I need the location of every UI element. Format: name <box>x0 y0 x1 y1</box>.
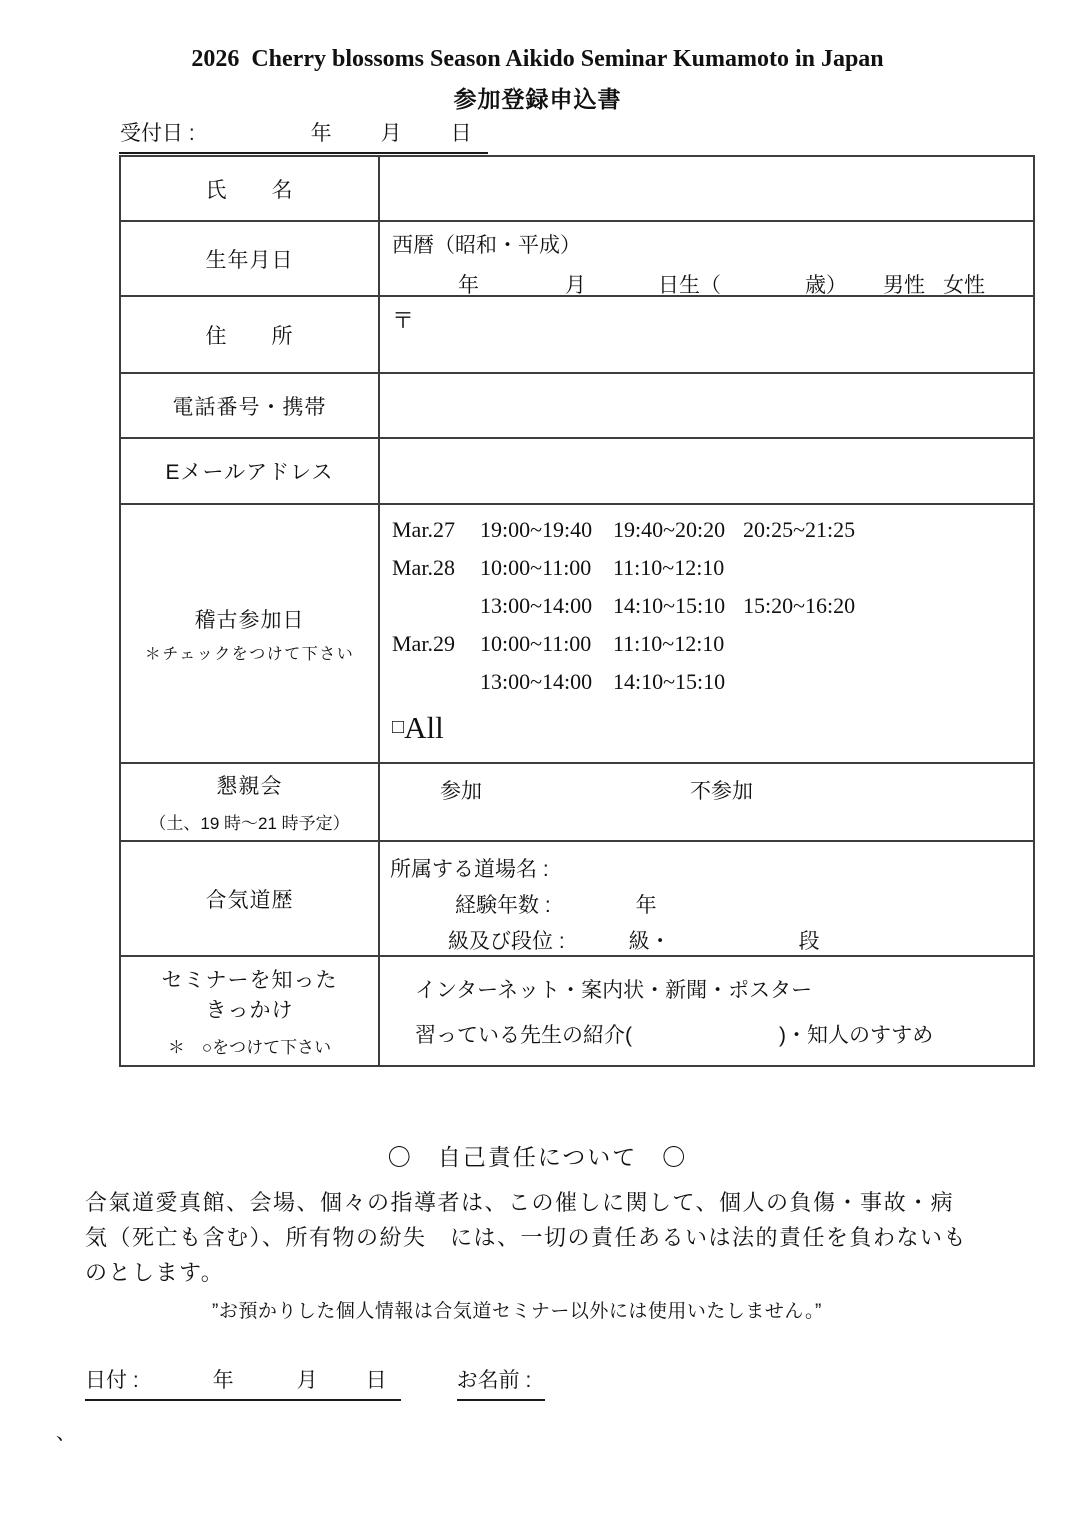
referral-circle-note: ＊ ○をつけて下さい <box>167 1038 332 1057</box>
schedule-row <box>380 587 1033 625</box>
phone-label-cell <box>121 374 380 437</box>
table-row <box>121 220 1033 295</box>
dojo-name-label: 所属する道場名 : <box>390 858 549 881</box>
all-label: All <box>404 710 444 745</box>
reception-date-line <box>119 117 488 154</box>
birth-age-unit: 歳） <box>805 274 847 297</box>
time-slot[interactable]: 20:25~21:25 <box>743 517 856 542</box>
address-label-cell <box>121 297 380 372</box>
schedule-row <box>380 549 1033 587</box>
time-slot[interactable]: 13:00~14:00 <box>480 669 593 694</box>
phone-label: 電話番号・携帯 <box>172 395 327 419</box>
party-time-note: （土、19 時～21 時予定） <box>149 814 350 833</box>
email-label: Eメールアドレス <box>165 461 334 484</box>
form-title: 参加登録申込書 <box>453 86 622 112</box>
time-slot[interactable]: 19:40~20:20 <box>613 517 726 542</box>
signature-name-field[interactable] <box>457 1364 546 1401</box>
kyu-unit: 級・ <box>628 930 671 953</box>
schedule-day: Mar.28 <box>392 555 455 580</box>
table-row <box>121 437 1033 503</box>
table-row <box>121 295 1033 372</box>
name-input-cell[interactable] <box>380 157 1033 220</box>
practice-days-label: 稽古参加日 <box>194 608 305 632</box>
time-slot[interactable]: 10:00~11:00 <box>480 555 592 580</box>
time-slot[interactable]: 10:00~11:00 <box>480 631 592 656</box>
party-join-option[interactable]: 参加 <box>440 780 482 803</box>
reception-day-unit: 日 <box>450 122 472 145</box>
practice-check-note: ＊チェックをつけて下さい <box>144 645 355 663</box>
date-year-unit: 年 <box>212 1369 234 1392</box>
schedule-day: Mar.27 <box>392 517 455 542</box>
date-field[interactable] <box>85 1364 401 1401</box>
referral-label-line1: セミナーを知った <box>161 969 338 992</box>
referral-options-line1[interactable]: インターネット・案内状・新聞・ポスター <box>415 978 813 1002</box>
postal-mark: 〒 <box>392 308 415 333</box>
schedule-day: Mar.29 <box>392 631 455 656</box>
party-label: 懇親会 <box>216 775 283 798</box>
all-checkbox-icon[interactable]: □ <box>392 716 405 738</box>
table-row <box>121 762 1033 840</box>
date-label: 日付 : <box>85 1369 139 1392</box>
time-slot[interactable]: 15:20~16:20 <box>743 593 856 618</box>
birthdate-label: 生年月日 <box>205 248 294 272</box>
privacy-note: ”お預かりした個人情報は合気道セミナー以外には使用いたしません。” <box>212 1301 822 1322</box>
name-label-cell <box>121 157 380 220</box>
table-row <box>121 840 1033 955</box>
table-row <box>121 157 1033 220</box>
disclaimer-line: 合氣道愛真館、会場、個々の指導者は、この催しに関して、個人の負傷・事故・病 <box>85 1190 955 1215</box>
referral-label-line2: きっかけ <box>205 999 294 1022</box>
birth-day-unit: 日生（ <box>658 274 721 297</box>
self-responsibility-heading: 〇 自己責任について 〇 <box>387 1144 688 1170</box>
schedule-row <box>380 511 1033 549</box>
disclaimer-paragraph <box>85 1185 1037 1290</box>
time-slot[interactable]: 11:10~12:10 <box>613 631 725 656</box>
gender-male-option[interactable]: 男性 <box>883 274 925 297</box>
email-label-cell <box>121 439 380 503</box>
stray-comma-mark: 、 <box>56 1422 76 1444</box>
reception-month-unit: 月 <box>380 122 402 145</box>
table-row <box>121 503 1033 762</box>
schedule-row <box>380 625 1033 663</box>
rank-label: 級及び段位 : <box>448 930 565 953</box>
referral-options-cell <box>380 957 1033 1065</box>
time-slot[interactable]: 14:10~15:10 <box>613 593 726 618</box>
birthdate-label-cell <box>121 222 380 295</box>
schedule-row <box>380 663 1033 701</box>
all-sessions-option[interactable] <box>380 712 1033 743</box>
dan-unit: 段 <box>798 930 820 953</box>
date-month-unit: 月 <box>296 1369 318 1392</box>
registration-table <box>119 155 1035 1067</box>
name-label: 氏 名 <box>205 178 294 202</box>
referral-label-cell <box>121 957 380 1065</box>
party-label-cell <box>121 764 380 840</box>
birth-month-unit: 月 <box>565 274 586 297</box>
experience-years-label: 経験年数 : <box>455 894 551 917</box>
practice-schedule-cell <box>380 505 1033 762</box>
party-options-cell <box>380 764 1033 840</box>
address-label: 住 所 <box>205 324 294 348</box>
birth-year-unit: 年 <box>458 274 479 297</box>
seminar-title: 2026 Cherry blossoms Season Aikido Seminar Kumamoto in Japan <box>191 46 884 72</box>
reception-date-label: 受付日 : <box>120 122 195 145</box>
aikido-history-label: 合気道歴 <box>205 888 294 912</box>
date-day-unit: 日 <box>365 1369 387 1392</box>
phone-input-cell[interactable] <box>380 374 1033 437</box>
referral-options-line2[interactable]: 習っている先生の紹介( )・知人のすすめ <box>415 1023 934 1047</box>
time-slot[interactable]: 11:10~12:10 <box>613 555 725 580</box>
era-note: 西暦（昭和・平成） <box>392 234 581 257</box>
aikido-history-input-cell[interactable] <box>380 842 1033 955</box>
signature-name-label: お名前 : <box>456 1369 532 1392</box>
table-row <box>121 372 1033 437</box>
email-input-cell[interactable] <box>380 439 1033 503</box>
disclaimer-line: のとします。 <box>85 1260 225 1285</box>
practice-days-label-cell <box>121 505 380 762</box>
party-notjoin-option[interactable]: 不参加 <box>690 780 753 803</box>
time-slot[interactable]: 14:10~15:10 <box>613 669 726 694</box>
aikido-history-label-cell <box>121 842 380 955</box>
reception-year-unit: 年 <box>310 122 332 145</box>
disclaimer-line: 気（死亡も含む）、所有物の紛失 には、一切の責任あるいは法的責任を負わないも <box>85 1225 968 1250</box>
time-slot[interactable]: 19:00~19:40 <box>480 517 593 542</box>
experience-years-unit: 年 <box>635 894 657 917</box>
address-input-cell[interactable] <box>380 297 1033 372</box>
birthdate-input-cell[interactable] <box>380 222 1033 295</box>
table-row <box>121 955 1033 1065</box>
signature-line <box>85 1364 545 1401</box>
time-slot[interactable]: 13:00~14:00 <box>480 593 593 618</box>
gender-female-option[interactable]: 女性 <box>943 274 985 297</box>
